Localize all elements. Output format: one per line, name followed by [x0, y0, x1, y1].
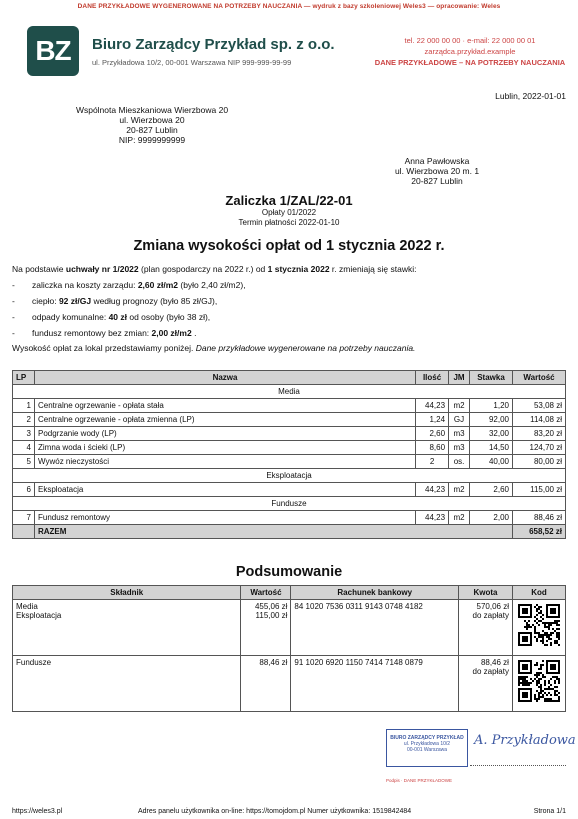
cell [241, 600, 291, 656]
cell: Centralne ogrzewanie - opłata zmienna (LP) [34, 413, 415, 427]
cell: m3 [449, 427, 470, 441]
recipient-line: ul. Wierzbowa 20 m. 1 [394, 166, 480, 176]
qr-code-icon [518, 604, 560, 646]
contact-line: zarządca.przykład.example [424, 47, 516, 56]
footer-middle: Adres panelu użytkownika on-line: https://tomojdom.pl Numer użytkownika: 1519842484 [138, 808, 412, 815]
bank-account: 91 1020 6920 1150 7414 7148 0879 [291, 656, 459, 712]
section-label: Fundusze [13, 497, 566, 511]
summary-table [12, 585, 566, 712]
top-banner: DANE PRZYKŁADOWE WYGENEROWANE NA POTRZEBY NAUCZANIA — wydruk z bazy szkoleniowej Weles3 — opracowanie: Weles [77, 3, 501, 10]
cell [459, 656, 513, 712]
cell: 2,60 [470, 483, 513, 497]
col-header: Nazwa [34, 371, 415, 385]
stamp-line: 00-001 Warszawa [406, 747, 448, 753]
cell: Fundusz remontowy [34, 511, 415, 525]
component-value: 115,00 zł [255, 611, 288, 620]
stamp-line: BIURO ZARZĄDCY PRZYKŁAD [390, 735, 464, 741]
bullet-text: . [191, 328, 197, 338]
table-row [13, 455, 566, 469]
total-row [13, 525, 566, 539]
recipient-block [372, 156, 502, 186]
change-title: Zmiana wysokości opłat od 1 stycznia 2022 r. [133, 238, 445, 254]
cell: Podgrzanie wody (LP) [34, 427, 415, 441]
outro-text: Wysokość opłat za lokal przedstawiamy poniżej. [12, 343, 196, 353]
cell: 115,00 zł [513, 483, 566, 497]
col-header: Rachunek bankowy [291, 586, 459, 600]
cell: 6 [13, 483, 35, 497]
intro-paragraph [12, 264, 416, 274]
cell: 80,00 zł [513, 455, 566, 469]
signature: A. Przykładowa [474, 733, 576, 748]
footer-left: https://weles3.pl [12, 808, 63, 815]
contact-line: tel. 22 000 00 00 · e-mail: 22 000 00 01 [404, 36, 536, 45]
document-date: Lublin, 2022-01-01 [495, 91, 566, 101]
amount-note: do zapłaty [472, 667, 509, 676]
bullet-item: - odpady komunalne: 40 zł od osoby (było 38 zł), [12, 312, 211, 322]
col-header: Wartość [241, 586, 291, 600]
stamp-line: ul. Przykładowa 10/2 [403, 741, 451, 747]
cell: 1,20 [470, 399, 513, 413]
cell: 1,24 [416, 413, 449, 427]
component-value: 88,46 zł [259, 658, 288, 667]
cell [13, 600, 241, 656]
bullet-text: zaliczka na koszty zarządu: [32, 280, 138, 290]
cell: 7 [13, 511, 35, 525]
total-label: RAZEM [34, 525, 512, 539]
cell: m2 [449, 511, 470, 525]
table-row [13, 656, 566, 712]
cell: 44,23 [416, 399, 449, 413]
cell: Eksploatacja [34, 483, 415, 497]
summary-title: Podsumowanie [235, 564, 343, 580]
recipient-line: Anna Pawłowska [404, 156, 470, 166]
cell [512, 656, 565, 712]
cell: Centralne ogrzewanie - opłata stała [34, 399, 415, 413]
section-label: Eksploatacja [13, 469, 566, 483]
bullet-item: - ciepło: 92 zł/GJ według prognozy (było 85 zł/GJ), [12, 296, 218, 306]
cell: 14,50 [470, 441, 513, 455]
outro-italic: Dane przykładowe wygenerowane na potrzeby nauczania. [195, 343, 416, 353]
intro-text: r. zmieniają się stawki: [329, 264, 417, 274]
col-header: Kwota [459, 586, 513, 600]
cell: m2 [449, 483, 470, 497]
intro-text: Na podstawie [12, 264, 66, 274]
company-logo: BZ [27, 26, 79, 76]
issuer-line: Wspólnota Mieszkaniowa Wierzbowa 20 [75, 105, 229, 115]
amount-note: do zapłaty [472, 611, 509, 620]
intro-bold: 1 stycznia 2022 [267, 264, 330, 274]
company-address: ul. Przykładowa 10/2, 00-001 Warszawa NIP 999-999-99-99 [92, 58, 292, 67]
cell: 2 [13, 413, 35, 427]
signature-caption: Podpis · DANE PRZYKŁADOWE [386, 778, 453, 783]
cell: 2,60 [416, 427, 449, 441]
col-header: JM [449, 371, 470, 385]
component-name: Eksploatacja [16, 611, 62, 620]
cell: 1 [13, 399, 35, 413]
bullet-text: ciepło: [32, 296, 59, 306]
bullet-bold: 2,00 zł/m2 [151, 328, 192, 338]
component-value: 455,06 zł [254, 602, 288, 611]
cell: 114,08 zł [513, 413, 566, 427]
amount: 88,46 zł [480, 658, 509, 667]
cell: 44,23 [416, 483, 449, 497]
issuer-block [52, 105, 252, 145]
signature-line [470, 765, 566, 766]
bullet-text: według prognozy (było 85 zł/GJ), [91, 296, 218, 306]
table-row [13, 483, 566, 497]
table-header-row [13, 371, 566, 385]
bank-account: 84 1020 7536 0311 9143 0748 4182 [291, 600, 459, 656]
bullet-text: odpady komunalne: [32, 312, 109, 322]
col-header: LP [13, 371, 35, 385]
cell: 2,00 [470, 511, 513, 525]
bullet-item: - zaliczka na koszty zarządu: 2,60 zł/m2 (było 2,40 zł/m2), [12, 280, 246, 290]
company-name: Biuro Zarządcy Przykład sp. z o.o. [92, 36, 335, 53]
section-row [13, 469, 566, 483]
table-row [13, 413, 566, 427]
bullet-text: (było 2,40 zł/m2), [178, 280, 246, 290]
cell: Wywóz nieczystości [34, 455, 415, 469]
col-header: Składnik [13, 586, 241, 600]
section-row [13, 385, 566, 399]
component-name: Fundusze [16, 658, 52, 667]
issuer-line: NIP: 9999999999 [118, 135, 186, 145]
cell: 8,60 [416, 441, 449, 455]
recipient-line: 20-827 Lublin [411, 176, 463, 186]
bullet-bold: 92 zł/GJ [58, 296, 92, 306]
col-header: Stawka [470, 371, 513, 385]
cell: 4 [13, 441, 35, 455]
charges-table [12, 370, 566, 539]
contact-note: DANE PRZYKŁADOWE – NA POTRZEBY NAUCZANIA [374, 58, 566, 67]
cell: m3 [449, 441, 470, 455]
subtitle-due: Termin płatności 2022-01-10 [238, 218, 340, 227]
qr-code-icon [518, 660, 560, 702]
bullet-bold: 40 zł [108, 312, 127, 322]
cell: 92,00 [470, 413, 513, 427]
cell: 88,46 zł [513, 511, 566, 525]
bullet-item: - fundusz remontowy bez zmian: 2,00 zł/m2 . [12, 328, 197, 338]
issuer-line: 20-827 Lublin [126, 125, 178, 135]
table-row [13, 399, 566, 413]
section-label: Media [13, 385, 566, 399]
cell: 32,00 [470, 427, 513, 441]
cell: 124,70 zł [513, 441, 566, 455]
table-row [13, 600, 566, 656]
cell [13, 525, 35, 539]
cell [512, 600, 565, 656]
col-header: Wartość [513, 371, 566, 385]
cell [241, 656, 291, 712]
component-name: Media [16, 602, 38, 611]
cell [13, 656, 241, 712]
issuer-line: ul. Wierzbowa 20 [119, 115, 185, 125]
document-subtitle [0, 208, 578, 228]
cell: 3 [13, 427, 35, 441]
section-row [13, 497, 566, 511]
cell: 53,08 zł [513, 399, 566, 413]
table-row [13, 511, 566, 525]
cell: os. [449, 455, 470, 469]
col-header: Ilość [416, 371, 449, 385]
outro-paragraph [12, 343, 415, 353]
company-contact [370, 35, 570, 68]
col-header: Kod [512, 586, 565, 600]
amount: 570,06 zł [476, 602, 509, 611]
intro-bold: uchwały nr 1/2022 [65, 264, 139, 274]
bullet-bold: 2,60 zł/m2 [137, 280, 178, 290]
footer-right: Strona 1/1 [533, 808, 566, 815]
bullet-text: od osoby (było 38 zł), [127, 312, 211, 322]
cell: 40,00 [470, 455, 513, 469]
table-row [13, 441, 566, 455]
cell: m2 [449, 399, 470, 413]
cell: 83,20 zł [513, 427, 566, 441]
cell [459, 600, 513, 656]
document-title: Zaliczka 1/ZAL/22-01 [225, 193, 353, 208]
table-row [13, 427, 566, 441]
bullet-text: fundusz remontowy bez zmian: [32, 328, 152, 338]
table-header-row [13, 586, 566, 600]
total-value: 658,52 zł [513, 525, 566, 539]
company-stamp [386, 729, 468, 767]
cell: 5 [13, 455, 35, 469]
cell: Zimna woda i ścieki (LP) [34, 441, 415, 455]
intro-text: (plan gospodarczy na 2022 r.) od [138, 264, 268, 274]
cell: GJ [449, 413, 470, 427]
subtitle-period: Opłaty 01/2022 [261, 208, 317, 217]
cell: 2 [416, 455, 449, 469]
cell: 44,23 [416, 511, 449, 525]
